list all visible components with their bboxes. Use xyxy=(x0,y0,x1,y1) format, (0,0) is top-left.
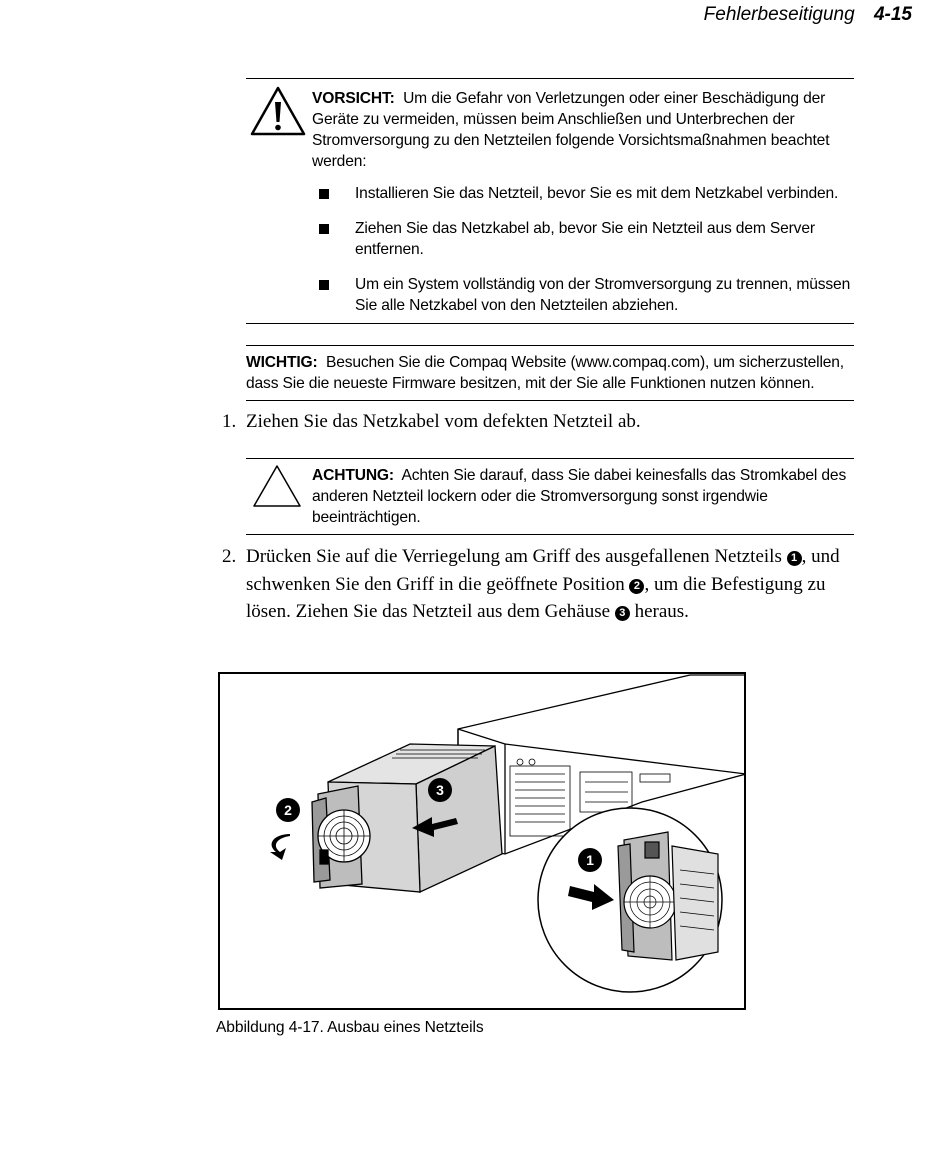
caution-bullet-2: Ziehen Sie das Netzkabel ab, bevor Sie ein Netzteil aus dem Server entfernen. xyxy=(318,218,858,261)
magnified-inset xyxy=(538,808,722,992)
caution-warning-icon xyxy=(250,86,306,136)
callout-2 xyxy=(270,798,300,860)
figure-caption: Abbildung 4-17. Ausbau eines Netzteils xyxy=(216,1019,484,1036)
rotate-handle-arrow-icon xyxy=(270,834,290,860)
attention-label: ACHTUNG: xyxy=(312,467,394,484)
important-top-rule xyxy=(246,345,854,346)
attention-bottom-rule xyxy=(246,534,854,535)
bullet-square-icon xyxy=(319,280,329,290)
attention-warning-icon xyxy=(252,464,302,508)
running-header xyxy=(704,4,912,26)
important-label: WICHTIG: xyxy=(246,354,318,371)
caution-bullet-1: Installieren Sie das Netzteil, bevor Sie es mit dem Netzkabel verbinden. xyxy=(318,183,858,205)
caution-label: VORSICHT: xyxy=(312,90,395,107)
step-2 xyxy=(222,543,852,626)
attention-text xyxy=(312,465,852,528)
important-note xyxy=(246,352,854,394)
callout-3-label: 3 xyxy=(436,782,444,798)
caution-top-rule xyxy=(246,78,854,79)
step-1 xyxy=(222,408,852,436)
step-text: Ziehen Sie das Netzkabel vom defekten Netzteil ab. xyxy=(246,411,641,432)
page-number: 4-15 xyxy=(873,4,912,25)
callout-3-ref: 3 xyxy=(615,606,630,621)
power-supply-illustration xyxy=(220,674,744,1008)
caution-bullet-3: Um ein System vollständig von der Stromversorgung zu trennen, müssen Sie alle Netzkabel von den Netzteilen abziehen. xyxy=(318,274,858,317)
important-bottom-rule xyxy=(246,400,854,401)
bullet-square-icon xyxy=(319,189,329,199)
callout-2-label: 2 xyxy=(284,802,292,818)
bullet-square-icon xyxy=(319,224,329,234)
callout-1-ref: 1 xyxy=(787,551,802,566)
attention-body: Achten Sie darauf, dass Sie dabei keinesfalls das Stromkabel des anderen Netzteil lockern oder die Stromversorgung sonst irgendwie beeinträchtigen. xyxy=(312,467,847,526)
figure-power-supply-removal xyxy=(218,672,746,1010)
caution-bottom-rule xyxy=(246,323,854,324)
caution-body: Um die Gefahr von Verletzungen oder einer Beschädigung der Geräte zu vermeiden, müssen beim Anschließen und Unterbrechen der Stromversorgung zu den Netzteilen folgende Vorsichtsmaßnahmen beachtet werden: xyxy=(312,90,830,170)
step-text: Drücken Sie auf die Verriegelung am Griff des ausgefallenen Netzteils 1 , und schwenken Sie den Griff in die geöffnete Position 2 , um die Befestigung zu lösen. Ziehen Sie das Netzteil aus dem Gehäuse 3 heraus. xyxy=(246,546,840,622)
callout-1-label: 1 xyxy=(586,852,594,868)
step-number: 1. xyxy=(222,411,237,432)
caution-text xyxy=(312,88,852,172)
important-body: Besuchen Sie die Compaq Website (www.compaq.com), um sicherzustellen, dass Sie die neueste Firmware besitzen, mit der Sie alle Funktionen nutzen können. xyxy=(246,354,844,392)
caution-bullet-list xyxy=(318,183,858,317)
attention-top-rule xyxy=(246,458,854,459)
section-title: Fehlerbeseitigung xyxy=(703,4,855,25)
step-number: 2. xyxy=(222,546,237,567)
callout-2-ref: 2 xyxy=(629,579,644,594)
